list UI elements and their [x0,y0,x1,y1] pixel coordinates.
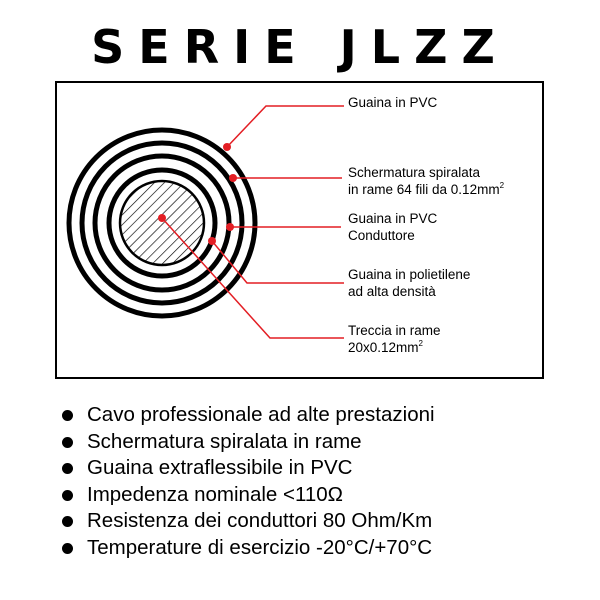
leader-dot-schermatura [229,174,237,182]
label-treccia-line-1: Treccia in rame [348,323,441,338]
page-title: SERIE JLZZ [91,20,509,74]
bullet-icon [62,410,73,421]
label-treccia-superscript: 2 [418,339,423,348]
feature-text: Impedenza nominale <110Ω [87,482,343,506]
feature-text: Temperature di esercizio -20°C/+70°C [87,535,433,559]
label-schermatura-superscript: 2 [499,181,505,190]
feature-item [62,535,435,562]
feature-item [62,402,435,429]
label-polietilene-line-2: ad alta densità [348,284,436,299]
label-guaina-pvc [348,94,437,111]
feature-text: Guaina extraflessibile in PVC [87,456,353,479]
leader-dot-polietilene [208,237,216,245]
leader-line-guaina-pvc [227,106,344,147]
leader-dot-treccia [158,214,166,222]
feature-text: Schermatura spiralata in rame [87,429,362,453]
feature-text: Cavo professionale ad alte prestazioni [87,403,435,426]
label-schermatura-line-1: Schermatura spiralata [348,165,481,180]
label-guaina-conduttore-line-2: Conduttore [348,228,415,243]
feature-item [62,508,435,535]
feature-text: Resistenza dei conduttori 80 Ohm/Km [87,509,433,532]
label-polietilene-line-1: Guaina in polietilene [348,267,471,282]
label-treccia-rame [348,322,441,356]
feature-list [62,402,435,561]
bullet-icon [62,490,73,501]
label-treccia-line-2: 20x0.12mm [348,340,419,355]
feature-item [62,429,435,456]
feature-item [62,455,435,482]
label-schermatura-line-2: in rame 64 fili da 0.12mm [348,182,500,197]
label-schermatura-spiralata [348,164,504,198]
label-guaina-pvc-conduttore [348,210,437,244]
bullet-icon [62,463,73,474]
copper-braid-core [120,181,204,265]
leader-dot-guaina-pvc [223,143,231,151]
leader-dot-guaina-conduttore [226,223,234,231]
feature-item [62,482,435,509]
label-guaina-polietilene [348,266,470,300]
bullet-icon [62,516,73,527]
label-guaina-conduttore-line-1: Guaina in PVC [348,211,438,226]
bullet-icon [62,543,73,554]
bullet-icon [62,437,73,448]
label-guaina-pvc-line-1: Guaina in PVC [348,95,438,110]
